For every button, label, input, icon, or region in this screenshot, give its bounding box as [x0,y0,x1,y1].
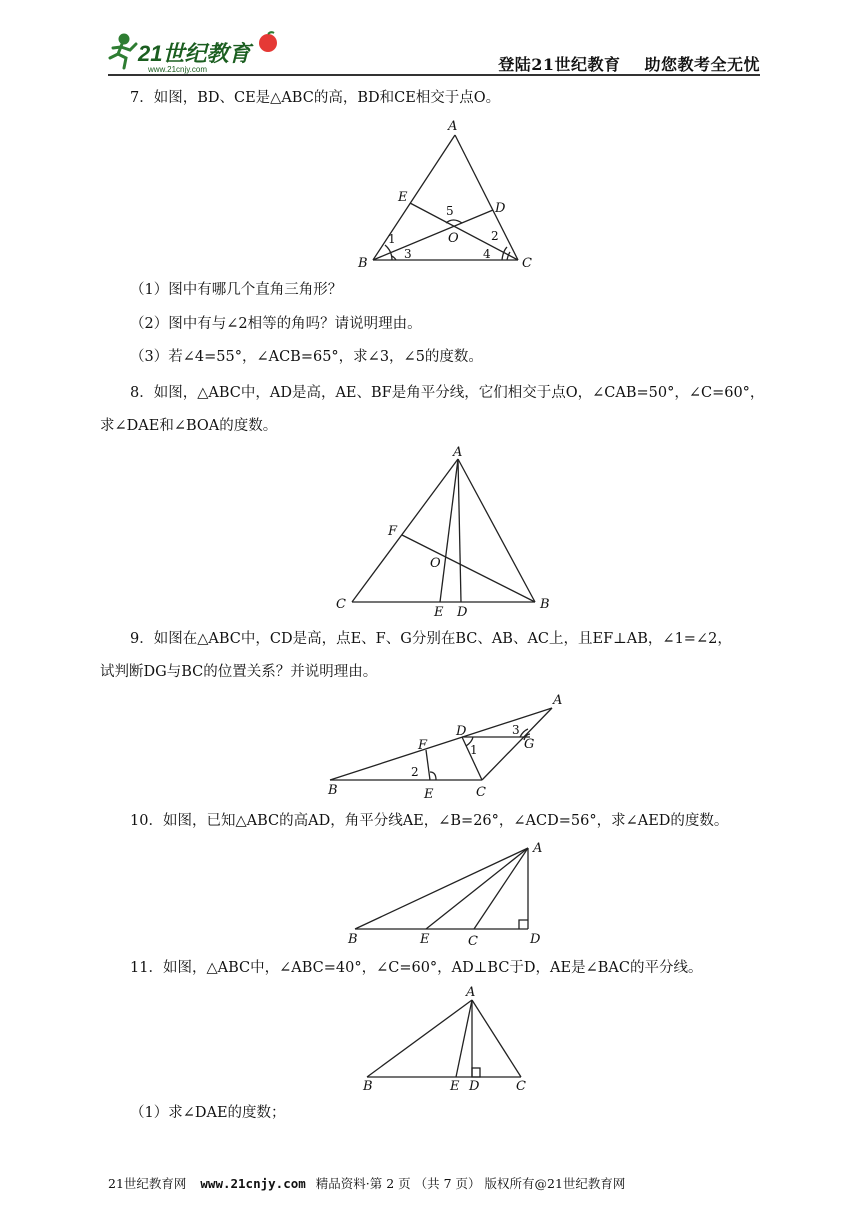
fig7-angle-3: 3 [404,247,412,261]
logo-url: www.21cnjy.com [148,65,207,74]
footer-org: 21世纪教育网 [108,1176,187,1191]
fig7-label-D: D [495,201,506,216]
fig9-angle-2: 2 [411,765,419,779]
apple-icon [259,34,277,52]
problem-9-line2: 试判断DG与BC的位置关系？并说明理由。 [100,664,378,680]
problem-7-q1: （1）图中有哪几个直角三角形？ [130,282,343,298]
fig9-label-E: E [424,787,434,802]
fig7-angle-4: 4 [483,247,491,261]
figure-9 [320,688,580,803]
figure-10 [340,838,550,950]
footer-site-link[interactable]: www.21cnjy.com [200,1176,306,1191]
figure-8 [330,442,560,617]
fig9-label-F: F [418,738,428,753]
problem-8-line1: 8．如图，△ABC中，AD是高，AE、BF是角平分线，它们相交于点O，∠CAB=50°，∠C=60°， [130,385,765,401]
footer-info: 精品资料·第 2 页 （共 7 页） 版权所有@21世纪教育网 [315,1176,626,1191]
fig7-label-C: C [522,256,532,271]
fig7-label-B: B [358,256,368,271]
fig10-label-A: A [533,841,543,856]
fig7-label-A: A [448,119,458,134]
fig7-label-O: O [448,231,459,246]
fig7-label-E: E [398,190,408,205]
problem-7-q2: （2）图中有与∠2相等的角吗？请说明理由。 [130,316,422,332]
fig10-label-D: D [530,932,541,947]
fig10-label-E: E [420,932,430,947]
logo-text: 21世纪教育 [138,41,251,66]
runner-icon [110,35,136,68]
fig9-label-B: B [328,783,338,798]
fig9-label-A: A [553,693,563,708]
figure-11 [355,982,535,1094]
fig11-label-C: C [516,1079,526,1094]
fig8-label-F: F [388,524,398,539]
fig9-label-G: G [524,737,535,752]
page-header [108,30,760,76]
page-footer [108,1174,625,1192]
problem-7-q3: （3）若∠4=55°，∠ACB=65°，求∠3，∠5的度数。 [130,349,483,365]
problem-9-line1: 9．如图在△ABC中，CD是高，点E、F、G分别在BC、AB、AC上，且EF⊥AB，∠1=∠2， [130,631,732,647]
fig8-label-B: B [540,597,550,612]
fig7-angle-5: 5 [446,204,454,218]
problem-11-text: 11．如图，△ABC中，∠ABC=40°，∠C=60°，AD⊥BC于D，AE是∠BAC的平分线。 [130,960,703,976]
fig9-label-D: D [456,724,467,739]
fig9-angle-3: 3 [512,723,520,737]
fig8-label-C: C [336,597,346,612]
figure-7 [340,115,550,275]
problem-11-q1: （1）求∠DAE的度数； [130,1105,286,1121]
fig7-angle-2: 2 [491,229,499,243]
fig9-angle-1: 1 [470,743,478,757]
fig8-label-E: E [434,605,444,617]
problem-8-line2: 求∠DAE和∠BOA的度数。 [100,418,278,434]
fig8-label-A: A [453,445,463,460]
fig11-label-B: B [363,1079,373,1094]
problem-7-text: 7．如图，BD、CE是△ABC的高，BD和CE相交于点O。 [130,90,501,106]
slogan-right: 助您教考全无忧 [644,55,760,74]
problem-10-text: 10．如图，已知△ABC的高AD，角平分线AE，∠B=26°，∠ACD=56°，求∠AED的度数。 [130,813,729,829]
fig10-label-C: C [468,934,478,949]
logo [108,30,288,74]
fig8-label-O: O [430,556,441,571]
fig9-label-C: C [476,785,486,800]
fig11-label-D: D [469,1079,480,1094]
slogan-left: 登陆21世纪教育 [498,55,621,74]
fig11-label-A: A [466,985,476,1000]
fig11-label-E: E [450,1079,460,1094]
fig7-angle-1: 1 [388,232,396,246]
header-divider [108,74,760,76]
fig8-label-D: D [457,605,468,617]
fig10-label-B: B [348,932,358,947]
header-slogan [498,52,760,75]
